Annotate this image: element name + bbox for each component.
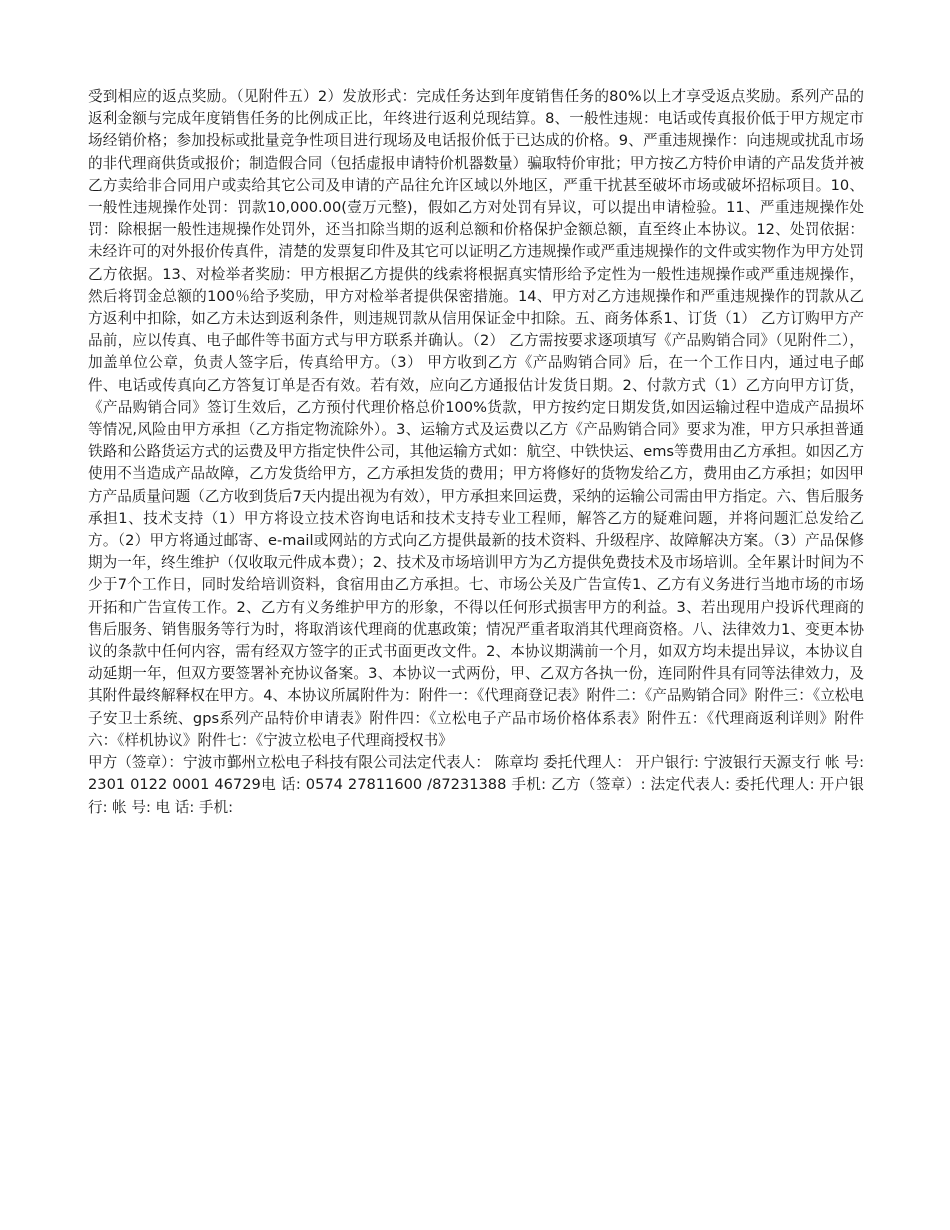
contract-body-paragraph: 受到相应的返点奖励。（见附件五）2）发放形式：完成任务达到年度销售任务的80%以上才享受返点奖励。系列产品的返利金额与完成年度销售任务的比例成正比，年终进行返利兑现结算。8、一般性违规：电话或传真报价低于甲方规定市场经销价格；参加投标或批量竞争性项目进行现场及电话报价低于已达成的价格。9、严重违规操作：向违规或扰乱市场的非代理商供货或报价；制造假合同（包括虚报申请特价机器数量）骗取特价审批；甲方按乙方特价申请的产品发货并被乙方卖给非合同用户或卖给其它公司及申请的产品往允许区域以外地区，严重干扰甚至破坏市场或破坏招标项目。10、一般性违规操作处罚：罚款10,000.00(壹万元整)，假如乙方对处罚有异议，可以提出申请检验。11、严重违规操作处罚：除根据一般性违规操作处罚外，还当扣除当期的返利总额和价格保护金额总额，直至终止本协议。12、处罚依据：未经许可的对外报价传真件，清楚的发票复印件及其它可以证明乙方违规操作或严重违规操作的文件或实物作为甲方处罚乙方依据。13、对检举者奖励：甲方根据乙方提供的线索将根据真实情形给予定性为一般性违规操作或严重违规操作，然后将罚金总额的100％给予奖励，甲方对检举者提供保密措施。14、甲方对乙方违规操作和严重违规操作的罚款从乙方返利中扣除，如乙方未达到返利条件，则违规罚款从信用保证金中扣除。五、商务体系1、订货（1） 乙方订购甲方产品前，应以传真、电子邮件等书面方式与甲方联系并确认。（2） 乙方需按要求逐项填写《产品购销合同》（见附件二），加盖单位公章，负责人签字后，传真给甲方。（3） 甲方收到乙方《产品购销合同》后，在一个工作日内，通过电子邮件、电话或传真向乙方答复订单是否有效。若有效，应向乙方通报估计发货日期。2、付款方式（1）乙方向甲方订货，《产品购销合同》签订生效后，乙方预付代理价格总价100%货款，甲方按约定日期发货,如因运输过程中造成产品损坏等情况,风险由甲方承担（乙方指定物流除外）。3、运输方式及运费以乙方《产品购销合同》要求为准，甲方只承担普通铁路和公路货运方式的运费及甲方指定快件公司，其他运输方式如：航空、中铁快运、ems等费用由乙方承担。如因乙方使用不当造成产品故障，乙方发货给甲方，乙方承担发货的费用；甲方将修好的货物发给乙方，费用由乙方承担；如因甲方产品质量问题（乙方收到货后7天内提出视为有效），甲方承担来回运费，采纳的运输公司需由甲方指定。六、售后服务承担1、技术支持（1）甲方将设立技术咨询电话和技术支持专业工程师，解答乙方的疑难问题，并将问题汇总发给乙方。（2）甲方将通过邮寄、e-mail或网站的方式向乙方提供最新的技术资料、升级程序、故障解决方案。（3）产品保修期为一年，终生维护（仅收取元件成本费）；2、技术及市场培训甲方为乙方提供免费技术及市场培训。全年累计时间为不少于7个工作日，同时发给培训资料，食宿用由乙方承担。七、市场公关及广告宣传1、乙方有义务进行当地市场的市场开拓和广告宣传工作。2、乙方有义务维护甲方的形象，不得以任何形式损害甲方的利益。3、若出现用户投诉代理商的售后服务、销售服务等行为时，将取消该代理商的优惠政策；情况严重者取消其代理商资格。八、法律效力1、变更本协议的条款中任何内容，需有经双方签字的正式书面更改文件。2、本协议期满前一个月，如双方均未提出异议，本协议自动延期一年，但双方要签署补充协议备案。3、本协议一式两份，甲、乙双方各执一份，连同附件具有同等法律效力，及其附件最终解释权在甲方。4、本协议所属附件为：附件一：《代理商登记表》附件二：《产品购销合同》附件三：《立松电子安卫士系统、gps系列产品特价申请表》附件四：《立松电子产品市场价格体系表》附件五：《代理商返利详则》附件六：《样机协议》附件七：《宁波立松电子代理商授权书》 [88,88,864,749]
signature-paragraph: 甲方（签章）：宁波市鄞州立松电子科技有限公司法定代表人： 陈章均 委托代理人： 开户银行: 宁波银行天源支行 帐 号: 2301 0122 0001 46729电 话: 0574 27811600 /87231388 手机: 乙方（签章）: 法定代表人: 委托代理人: 开户银行: 帐 号: 电 话: 手机: [88,754,864,816]
document-page [88,86,864,819]
